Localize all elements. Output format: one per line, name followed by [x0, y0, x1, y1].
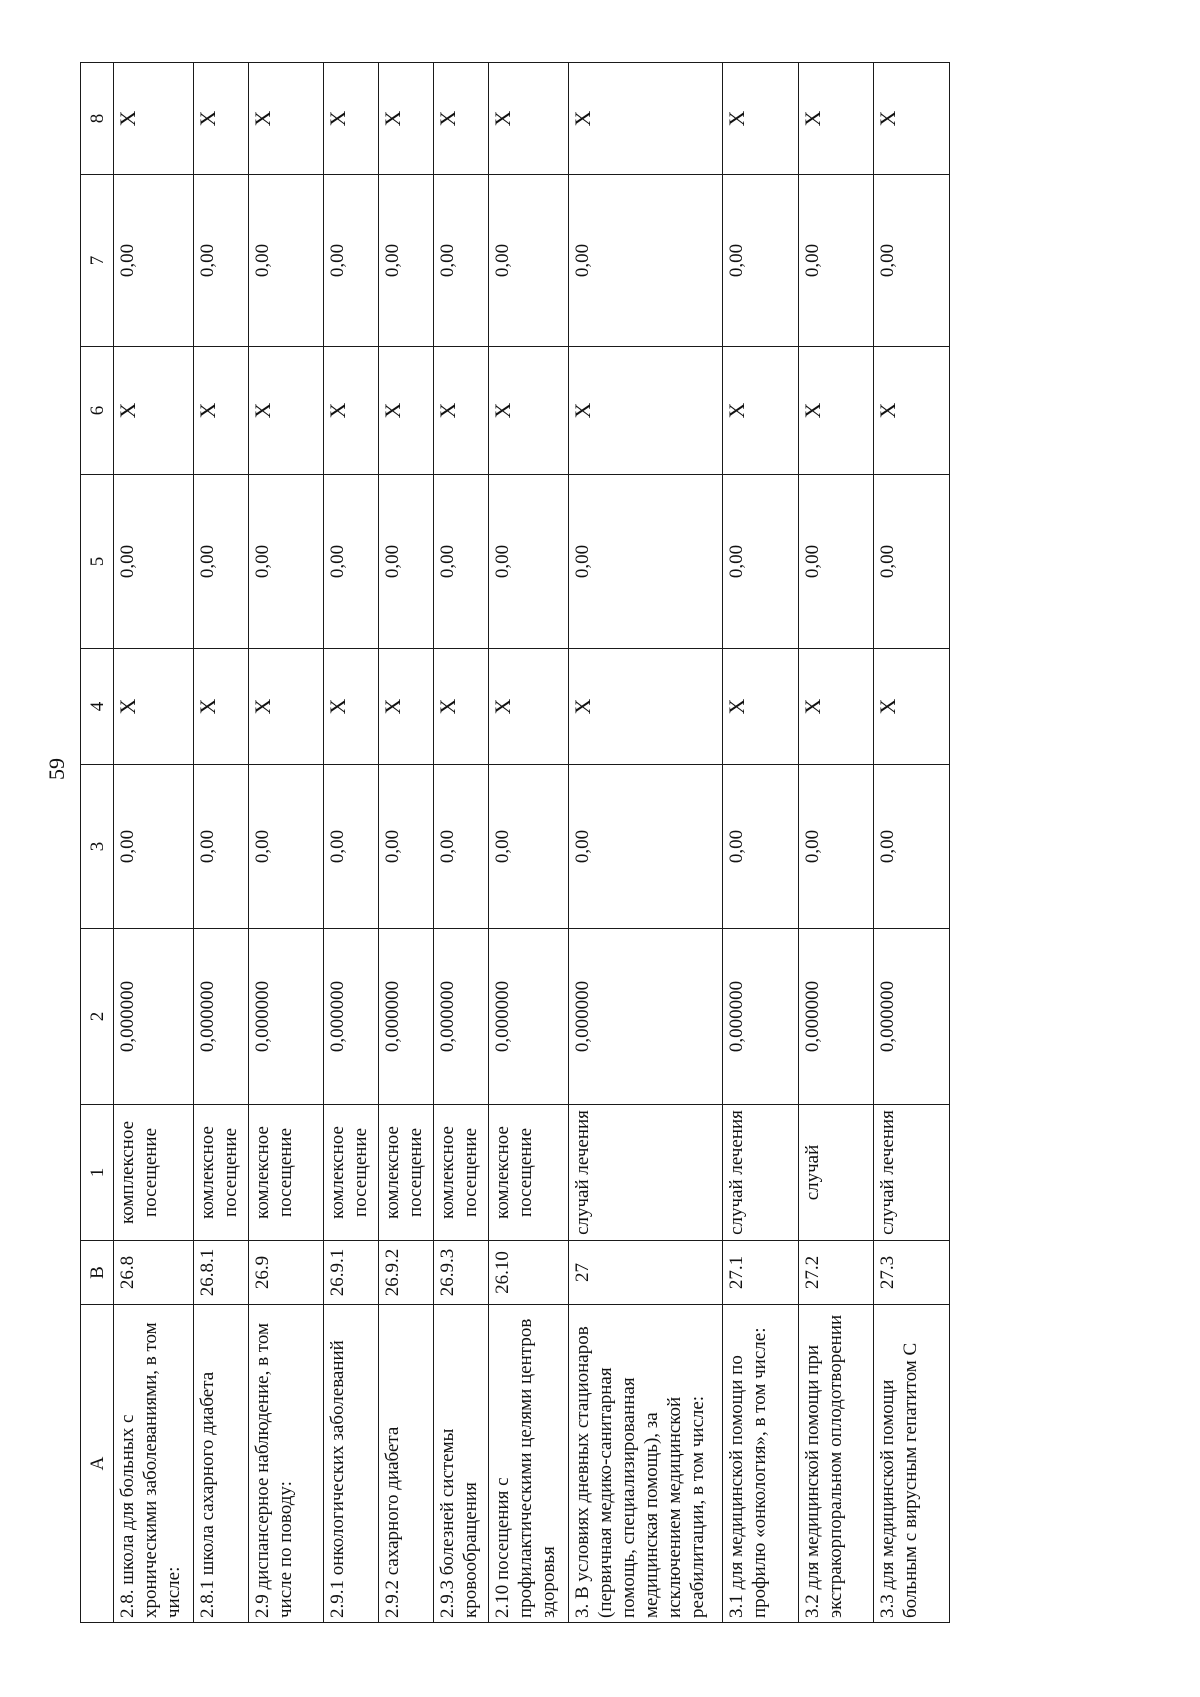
unit-cell: комлексное посещение — [489, 1105, 569, 1241]
unit-cell: комлексное посещение — [248, 1105, 324, 1241]
table-row — [248, 63, 324, 1623]
value-cell: 0,00 — [434, 175, 489, 347]
x-mark-cell: Х — [874, 347, 950, 475]
value-cell: 0,00 — [569, 765, 723, 929]
value-cell: 0,00 — [489, 175, 569, 347]
x-mark-cell: Х — [114, 347, 194, 475]
row-code: 27.3 — [874, 1241, 950, 1305]
x-mark-cell: Х — [723, 63, 799, 175]
row-code: 27 — [569, 1241, 723, 1305]
x-mark-cell: Х — [489, 347, 569, 475]
value-cell: 0,00 — [379, 475, 434, 649]
row-label: 3.3 для медицинской помощи больным с вирусным гепатитом С — [874, 1305, 950, 1623]
x-mark-cell: Х — [489, 63, 569, 175]
unit-cell: комлексное посещение — [324, 1105, 379, 1241]
header-cell: А — [81, 1305, 114, 1623]
x-mark-cell: Х — [248, 63, 324, 175]
value-cell: 0,00 — [324, 475, 379, 649]
x-mark-cell: Х — [723, 347, 799, 475]
row-label: 2.9.2 сахарного диабета — [379, 1305, 434, 1623]
value-cell: 0,000000 — [434, 929, 489, 1105]
unit-cell: случай — [798, 1105, 874, 1241]
value-cell: 0,00 — [324, 175, 379, 347]
value-cell: 0,00 — [489, 765, 569, 929]
header-cell: 6 — [81, 347, 114, 475]
row-code: 27.2 — [798, 1241, 874, 1305]
value-cell: 0,000000 — [798, 929, 874, 1105]
value-cell: 0,00 — [379, 175, 434, 347]
value-cell: 0,00 — [723, 175, 799, 347]
table-row — [798, 63, 874, 1623]
unit-cell: случай лечения — [569, 1105, 723, 1241]
value-cell: 0,00 — [798, 475, 874, 649]
row-code: 26.10 — [489, 1241, 569, 1305]
x-mark-cell: Х — [324, 649, 379, 765]
table-row — [379, 63, 434, 1623]
x-mark-cell: Х — [798, 649, 874, 765]
row-label: 3.2 для медицинской помощи при экстракорпоральном оплодотворении — [798, 1305, 874, 1623]
x-mark-cell: Х — [569, 63, 723, 175]
value-cell: 0,000000 — [248, 929, 324, 1105]
header-cell: 5 — [81, 475, 114, 649]
row-code: 26.9.3 — [434, 1241, 489, 1305]
x-mark-cell: Х — [193, 63, 248, 175]
x-mark-cell: Х — [798, 347, 874, 475]
table-row — [569, 63, 723, 1623]
x-mark-cell: Х — [569, 347, 723, 475]
row-label: 2.8. школа для больных с хроническими заболеваниями, в том числе: — [114, 1305, 194, 1623]
x-mark-cell: Х — [248, 649, 324, 765]
row-code: 26.8 — [114, 1241, 194, 1305]
header-cell: 7 — [81, 175, 114, 347]
x-mark-cell: Х — [193, 649, 248, 765]
value-cell: 0,000000 — [379, 929, 434, 1105]
unit-cell: комлексное посещение — [193, 1105, 248, 1241]
value-cell: 0,00 — [569, 175, 723, 347]
x-mark-cell: Х — [874, 63, 950, 175]
header-cell: 2 — [81, 929, 114, 1105]
x-mark-cell: Х — [324, 347, 379, 475]
value-cell: 0,00 — [434, 475, 489, 649]
x-mark-cell: Х — [379, 649, 434, 765]
value-cell: 0,00 — [874, 765, 950, 929]
row-label: 2.10 посещения с профилактическими целями центров здоровья — [489, 1305, 569, 1623]
table-row — [723, 63, 799, 1623]
row-code: 26.9.2 — [379, 1241, 434, 1305]
row-code: 27.1 — [723, 1241, 799, 1305]
unit-cell: комлексное посещение — [379, 1105, 434, 1241]
x-mark-cell: Х — [114, 63, 194, 175]
header-row — [81, 63, 114, 1623]
table-row — [434, 63, 489, 1623]
value-cell: 0,00 — [569, 475, 723, 649]
table-body — [114, 63, 950, 1623]
row-label: 2.9 диспансерное наблюдение, в том числе по поводу: — [248, 1305, 324, 1623]
row-label: 2.9.1 онкологических заболеваний — [324, 1305, 379, 1623]
value-cell: 0,00 — [723, 765, 799, 929]
data-table-sheet — [80, 63, 950, 1623]
unit-cell: случай лечения — [874, 1105, 950, 1241]
header-cell: 8 — [81, 63, 114, 175]
value-cell: 0,00 — [193, 175, 248, 347]
value-cell: 0,00 — [379, 765, 434, 929]
value-cell: 0,000000 — [489, 929, 569, 1105]
value-cell: 0,00 — [114, 765, 194, 929]
table-row — [874, 63, 950, 1623]
value-cell: 0,00 — [248, 175, 324, 347]
x-mark-cell: Х — [874, 649, 950, 765]
value-cell: 0,00 — [193, 475, 248, 649]
x-mark-cell: Х — [434, 649, 489, 765]
x-mark-cell: Х — [193, 347, 248, 475]
value-cell: 0,00 — [324, 765, 379, 929]
x-mark-cell: Х — [723, 649, 799, 765]
value-cell: 0,00 — [798, 765, 874, 929]
x-mark-cell: Х — [434, 347, 489, 475]
x-mark-cell: Х — [489, 649, 569, 765]
table-row — [489, 63, 569, 1623]
value-cell: 0,00 — [874, 175, 950, 347]
value-cell: 0,00 — [489, 475, 569, 649]
table-row — [114, 63, 194, 1623]
value-cell: 0,00 — [723, 475, 799, 649]
row-code: 26.9.1 — [324, 1241, 379, 1305]
value-cell: 0,000000 — [569, 929, 723, 1105]
value-cell: 0,000000 — [324, 929, 379, 1105]
row-code: 26.8.1 — [193, 1241, 248, 1305]
value-cell: 0,00 — [874, 475, 950, 649]
x-mark-cell: Х — [434, 63, 489, 175]
value-cell: 0,000000 — [874, 929, 950, 1105]
row-label: 2.8.1 школа сахарного диабета — [193, 1305, 248, 1623]
value-cell: 0,00 — [193, 765, 248, 929]
x-mark-cell: Х — [379, 63, 434, 175]
page-number: 59 — [44, 758, 69, 780]
x-mark-cell: Х — [324, 63, 379, 175]
x-mark-cell: Х — [569, 649, 723, 765]
value-cell: 0,00 — [248, 765, 324, 929]
table-row — [193, 63, 248, 1623]
row-label: 3. В условиях дневных стационаров (первичная медико-санитарная помощь, специализированная медицинская помощь), за исключением медицинской реабилитации, в том числе: — [569, 1305, 723, 1623]
value-cell: 0,00 — [248, 475, 324, 649]
unit-cell: комлексное посещение — [434, 1105, 489, 1241]
header-cell: В — [81, 1241, 114, 1305]
row-code: 26.9 — [248, 1241, 324, 1305]
unit-cell: комплексное посещение — [114, 1105, 194, 1241]
value-cell: 0,00 — [114, 175, 194, 347]
header-cell: 3 — [81, 765, 114, 929]
row-label: 3.1 для медицинской помощи по профилю «онкология», в том числе: — [723, 1305, 799, 1623]
value-cell: 0,00 — [798, 175, 874, 347]
row-label: 2.9.3 болезней системы кровообращения — [434, 1305, 489, 1623]
value-cell: 0,00 — [434, 765, 489, 929]
header-cell: 1 — [81, 1105, 114, 1241]
x-mark-cell: Х — [114, 649, 194, 765]
value-cell: 0,000000 — [114, 929, 194, 1105]
value-cell: 0,000000 — [193, 929, 248, 1105]
value-cell: 0,000000 — [723, 929, 799, 1105]
unit-cell: случай лечения — [723, 1105, 799, 1241]
data-table — [80, 62, 950, 1623]
header-cell: 4 — [81, 649, 114, 765]
x-mark-cell: Х — [248, 347, 324, 475]
value-cell: 0,00 — [114, 475, 194, 649]
x-mark-cell: Х — [379, 347, 434, 475]
table-row — [324, 63, 379, 1623]
x-mark-cell: Х — [798, 63, 874, 175]
